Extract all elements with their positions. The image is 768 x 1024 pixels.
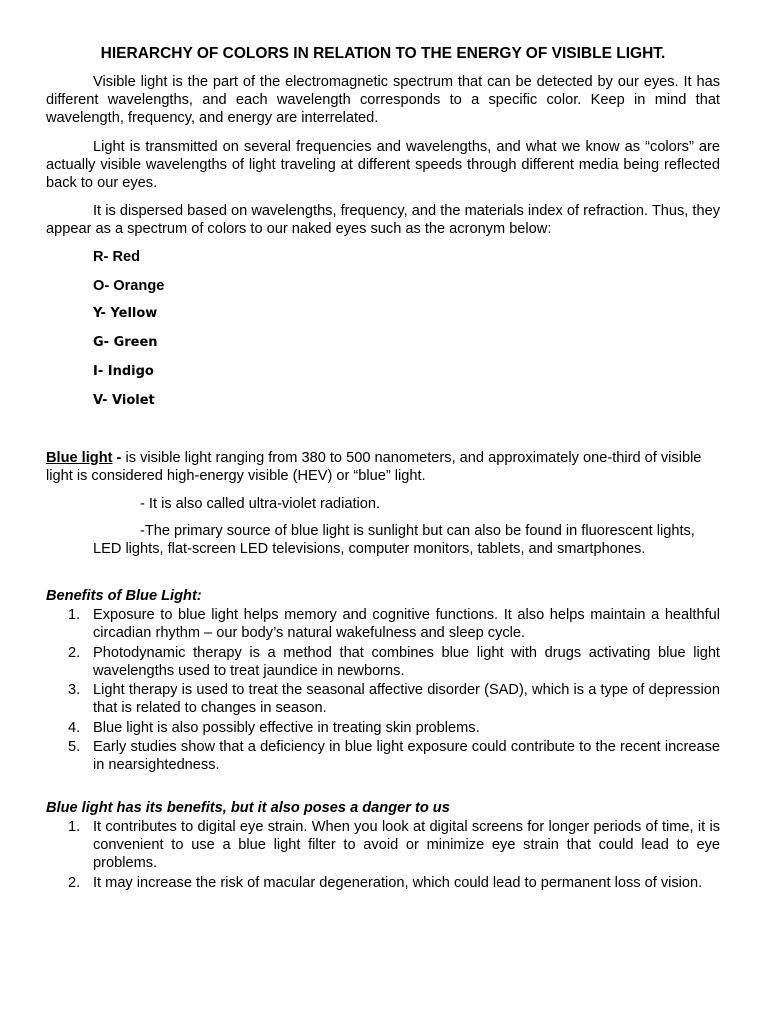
blue-light-definition-text: is visible light ranging from 380 to 500 nanometers, and approximately one-third of visible light is considered high-energy visible (HEV) or “blue” light. [46, 450, 702, 485]
list-item [46, 681, 720, 717]
list-item-text: Early studies show that a deficiency in blue light exposure could contribute to the recent increase in nearsightedness. [93, 739, 720, 774]
acronym-item-orange: O- Orange [93, 278, 165, 294]
acronym-item-red: R- Red [93, 249, 141, 265]
list-item-text: It contributes to digital eye strain. When you look at digital screens for longer periods of time, it is convenient to use a blue light filter to avoid or minimize eye strain that could lead to eye problems. [93, 819, 720, 872]
intro-paragraph-3: It is dispersed based on wavelengths, frequency, and the materials index of refraction. Thus, they appear as a spectrum of colors to our naked eyes such as the acronym below: [46, 203, 720, 238]
intro-paragraph-1: Visible light is the part of the electromagnetic spectrum that can be detected by our eyes. It has different wavelengths, and each wavelength corresponds to a specific color. Keep in mind that wavelength, frequency, and energy are interrelated. [46, 74, 720, 127]
acronym-item-green: G- Green [93, 335, 158, 350]
blue-light-note-uv: - It is also called ultra-violet radiation. [140, 496, 381, 512]
list-item-text: It may increase the risk of macular degeneration, which could lead to permanent loss of vision. [93, 874, 703, 891]
acronym-item-violet: V- Violet [93, 393, 155, 408]
list-item-number: 4. [68, 719, 81, 736]
blue-light-dash: - [112, 450, 126, 466]
acronym-item-indigo: I- Indigo [93, 364, 154, 379]
list-item-number: 5. [68, 739, 81, 756]
list-item [46, 738, 720, 774]
blue-light-term: Blue light [46, 450, 113, 466]
dangers-list [46, 818, 720, 893]
blue-light-definition [46, 449, 720, 485]
blue-light-note-sources: -The primary source of blue light is sunlight but can also be found in fluorescent lights, LED lights, flat-screen LED televisions, computer monitors, tablets, and smartphones. [93, 523, 695, 558]
list-item-number: 1. [68, 607, 81, 623]
list-item-text: Exposure to blue light helps memory and cognitive functions. It also helps maintain a healthful circadian rhythm – our body’s natural wakefulness and sleep cycle. [93, 607, 720, 642]
list-item [46, 818, 720, 873]
list-item-number: 2. [68, 874, 81, 891]
page-title: HIERARCHY OF COLORS IN RELATION TO THE ENERGY OF VISIBLE LIGHT. [100, 45, 666, 62]
list-item [46, 719, 720, 737]
intro-paragraph-2: Light is transmitted on several frequencies and wavelengths, and what we know as “colors” are actually visible wavelengths of light traveling at different speeds through different media being reflected back to our eyes. [46, 139, 720, 192]
acronym-item-yellow: Y- Yellow [93, 306, 158, 321]
list-item-number: 2. [68, 644, 81, 661]
list-item-number: 1. [68, 819, 81, 835]
list-item-text: Blue light is also possibly effective in treating skin problems. [93, 719, 480, 736]
benefits-list [46, 606, 720, 776]
list-item-number: 3. [68, 682, 81, 699]
list-item [46, 874, 720, 892]
dangers-heading: Blue light has its benefits, but it also poses a danger to us [46, 800, 450, 816]
benefits-heading: Benefits of Blue Light: [46, 588, 202, 604]
list-item-text: Light therapy is used to treat the seasonal affective disorder (SAD), which is a type of depression that is related to changes in season. [93, 682, 720, 717]
list-item [46, 606, 720, 642]
list-item-text: Photodynamic therapy is a method that combines blue light with drugs activating blue light wavelengths used to treat jaundice in newborns. [93, 644, 720, 679]
list-item [46, 644, 720, 680]
